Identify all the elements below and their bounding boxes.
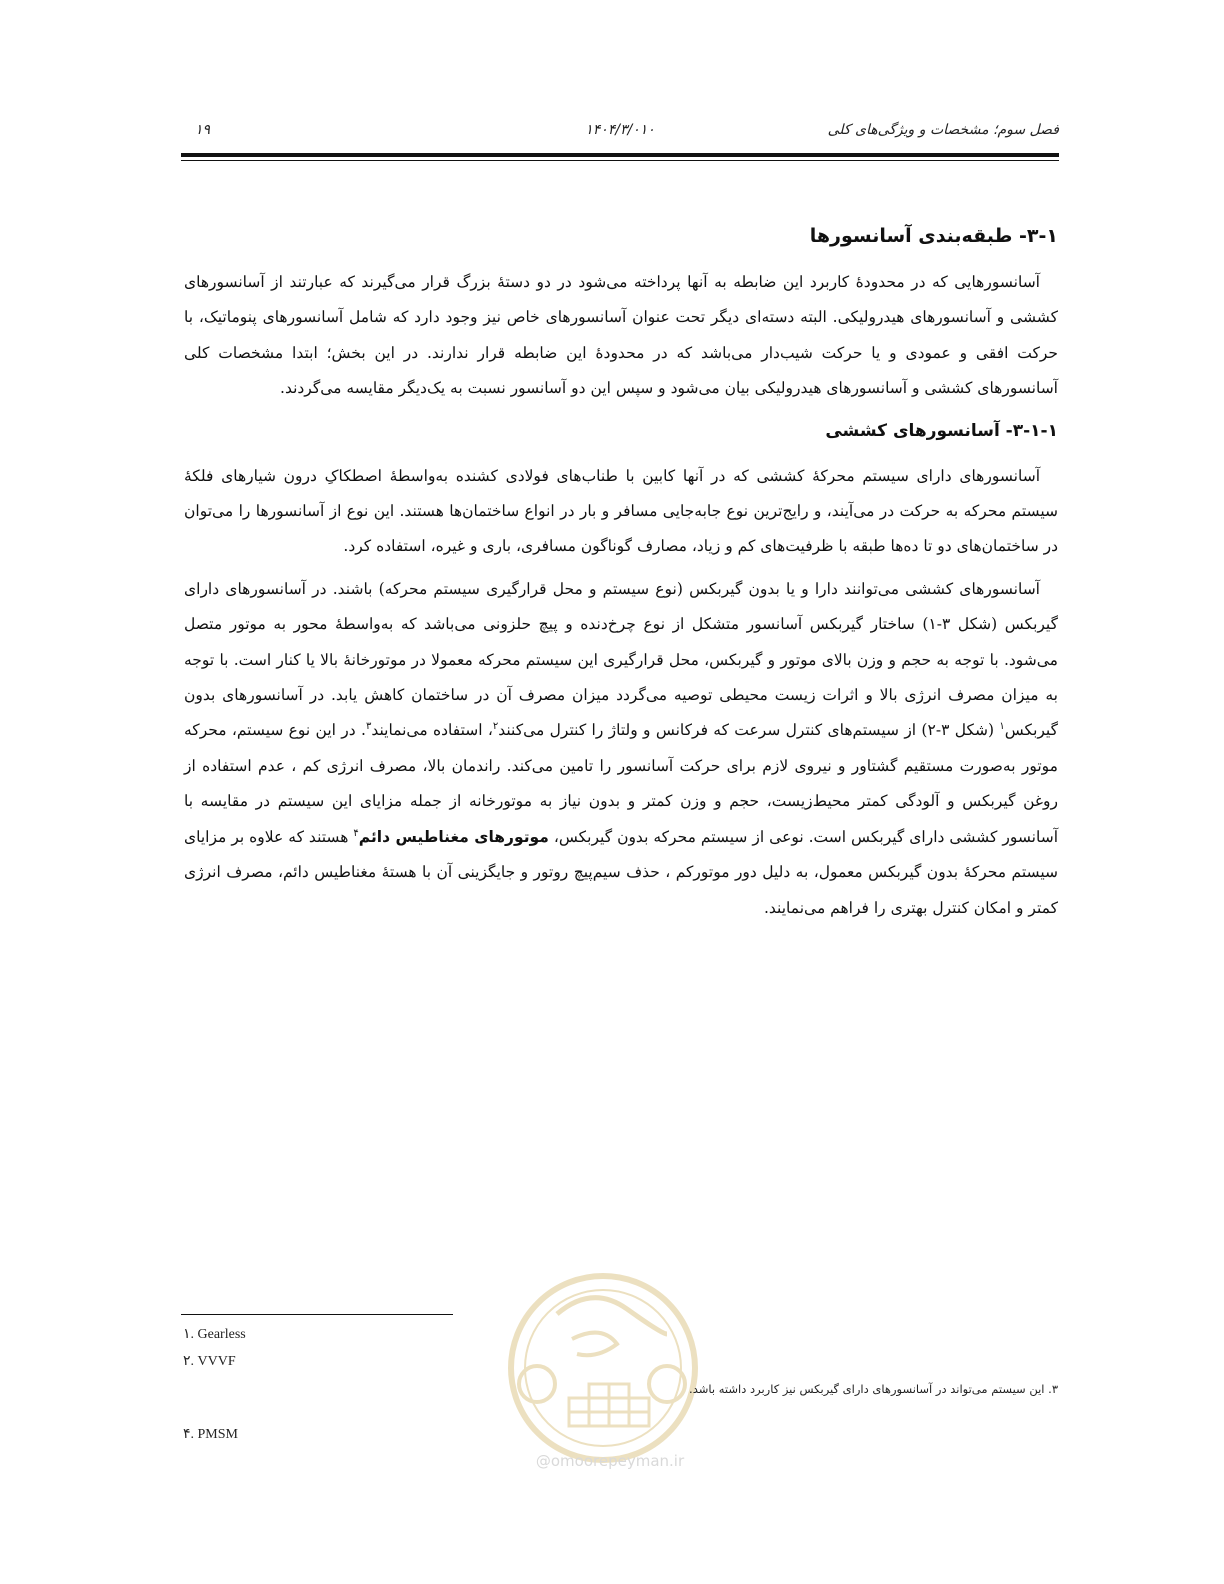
header-rule-thin (181, 160, 1059, 161)
footnote-ref-3[interactable]: ۳ (365, 721, 372, 733)
para2-text-1: آسانسورهای کششی می‌توانند دارا و یا بدون گیربکس (نوع سیستم و محل قرارگیری سیستم محرکه) باشند. در آسانسورهای دارای گیربکس (شکل ۳-۱) ساختار گیربکس آسانسور متشکل از نوع چرخ‌دنده و پیچ حلزونی می‌باشد که به‌واسطهٔ محور به موتور متصل می‌شود. با توجه به حجم و وزن بالای موتور و گیربکس، محل قرارگیری این سیستم محرکه معمولا در موتورخانهٔ بالا یا کنار است. با توجه به میزان مصرف انرژی بالا و اثرات زیست محیطی توصیه می‌گردد میزان مصرف آن در ساختمان کاهش یابد. در آسانسورهای بدون گیربکس (184, 579, 1058, 740)
footnote-3: ۳. این سیستم می‌تواند در آسانسورهای دارای گیربکس نیز کاربرد داشته باشد. (689, 1382, 1058, 1396)
footnote-ref-4[interactable]: ۴ (353, 827, 359, 839)
footnote-rule (181, 1314, 453, 1315)
page-number: ۱۹ (195, 122, 211, 138)
subsection-paragraph-2 (184, 572, 1058, 926)
page-header (181, 120, 1059, 144)
footnote-1: ۱. Gearless (183, 1327, 246, 1342)
para2-text-5: هستند که علاوه بر مزایای سیستم محرکهٔ بدون گیربکس معمول، به دلیل دور موتورکم ، حذف سیم‌پیچ روتور و جایگزینی آن با هستهٔ مغناطیس دائم، مصرف انرژی کمتر و امکان کنترل بهتری را فراهم می‌نمایند. (184, 827, 1058, 917)
footnote-ref-2[interactable]: ۲ (492, 721, 499, 733)
subsection-heading: ۳-۱-۱- آسانسورهای کششی (825, 420, 1058, 441)
bold-term-pmsm: موتورهای مغناطیس دائم (358, 827, 549, 846)
page-body (184, 215, 1058, 933)
para2-text-4: . در این نوع سیستم، محرکه موتور به‌صورت مستقیم گشتاور و نیروی لازم برای حرکت آسانسور را تامین می‌کند. راندمان بالا، مصرف انرژی کم ، عدم استفاده از روغن گیربکس و آلودگی کمتر محیط‌زیست، حجم و وزن کمتر و بدون نیاز به موتورخانه از جمله مزایای این سیستم در مقایسه با آسانسور کششی دارای گیربکس است. نوعی از سیستم محرکه بدون گیربکس، (184, 721, 1058, 846)
section-paragraph: آسانسورهایی که در محدودهٔ کاربرد این ضابطه به آنها پرداخته می‌شود در دو دستهٔ بزرگ قرار می‌گیرند که عبارتند از آسانسورهای کششی و آسانسورهای هیدرولیکی. البته دسته‌ای دیگر تحت عنوان آسانسورهای خاص نیز وجود دارد که شامل آسانسورهای پنوماتیک، با حرکت افقی و عمودی و یا حرکت شیب‌دار می‌باشد که در محدودهٔ این ضابطه قرار ندارند. در این بخش؛ ابتدا مشخصات کلی آسانسورهای کششی و آسانسورهای هیدرولیکی بیان می‌شود و سپس این دو آسانسور نسبت به یک‌دیگر مقایسه می‌گردند. (184, 273, 1058, 398)
section-heading: ۳-۱- طبقه‌بندی آسانسورها (809, 225, 1058, 247)
footnote-4: ۴. PMSM (183, 1427, 238, 1442)
header-rule-thick (181, 153, 1059, 157)
header-date: ۱۴۰۴/۳/۰۱۰ (585, 122, 655, 138)
chapter-title: فصل سوم؛ مشخصات و ویژگی‌های کلی (827, 122, 1059, 138)
subsection-paragraph-1: آسانسورهای دارای سیستم محرکهٔ کششی که در آنها کابین با طناب‌های فولادی کشنده به‌واسطهٔ اصطکاکِ درون شیارهای فلکهٔ سیستم محرکه به حرکت در می‌آیند، و رایج‌ترین نوع جابه‌جایی مسافر و بار در انواع ساختمان‌ها هستند. این نوع از آسانسورها را می‌توان در ساختمان‌های دو تا ده‌ها طبقه با ظرفیت‌های کم و زیاد، مصارف گوناگون مسافری، باری و غیره، استفاده کرد. (184, 466, 1058, 556)
watermark-url: @omoorepeyman.ir (535, 1452, 685, 1470)
footnote-ref-1[interactable]: ۱ (999, 721, 1005, 733)
para2-text-2: (شکل ۳-۲) از سیستم‌های کنترل سرعت که فرکانس و ولتاژ را کنترل می‌کنند (498, 721, 1000, 740)
para2-text-3: ، استفاده می‌نمایند (371, 721, 493, 740)
footnote-2: ۲. VVVF (183, 1354, 236, 1369)
